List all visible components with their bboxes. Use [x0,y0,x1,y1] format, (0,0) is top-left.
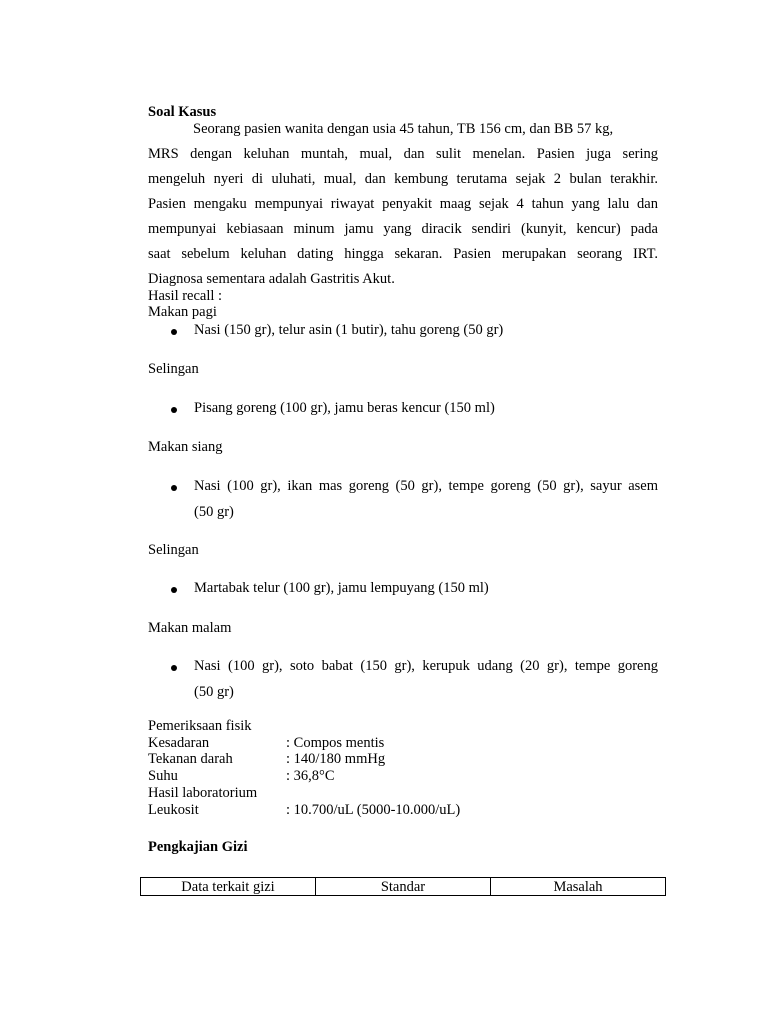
meal-item-pagi: Nasi (150 gr), telur asin (1 butir), tahu goreng (50 gr) [194,322,504,338]
bullet-icon [171,665,177,671]
column-header-masalah: Masalah [491,878,666,896]
column-header-standar: Standar [316,878,491,896]
column-header-data-gizi: Data terkait gizi [141,878,316,896]
meal-item-siang-cont: (50 gr) [194,504,234,520]
meal-label-selingan-2: Selingan [148,542,199,558]
meal-label-siang: Makan siang [148,439,223,455]
kesadaran-label: Kesadaran [148,735,210,751]
case-paragraph-line: mengeluh nyeri di uluhati, mual, dan kembung terutama sejak 2 bulan terakhir. [148,171,658,187]
meal-label-malam: Makan malam [148,620,232,636]
meal-label-selingan-1: Selingan [148,361,199,377]
case-paragraph-line: saat sebelum keluhan dating hingga sekaran. Pasien merupakan seorang IRT. [148,246,658,262]
case-paragraph-line: MRS dengan keluhan muntah, mual, dan sulit menelan. Pasien juga sering [148,146,658,162]
lab-title: Hasil laboratorium [148,785,258,801]
tekanan-darah-value: : 140/180 mmHg [286,751,386,767]
suhu-value: : 36,8°C [286,768,335,784]
table-header-row [141,878,666,896]
leukosit-value: : 10.700/uL (5000-10.000/uL) [286,802,461,818]
case-paragraph-line: mempunyai kebiasaan minum jamu yang diracik sendiri (kunyit, kencur) pada [148,221,658,237]
meal-item-selingan-1: Pisang goreng (100 gr), jamu beras kencur (150 ml) [194,400,495,416]
meal-item-siang: Nasi (100 gr), ikan mas goreng (50 gr), tempe goreng (50 gr), sayur asem [194,478,658,494]
meal-item-selingan-2: Martabak telur (100 gr), jamu lempuyang (150 ml) [194,580,489,596]
case-heading: Soal Kasus [148,104,217,120]
leukosit-label: Leukosit [148,802,199,818]
bullet-icon [171,407,177,413]
meal-item-malam: Nasi (100 gr), soto babat (150 gr), kerupuk udang (20 gr), tempe goreng [194,658,658,674]
suhu-label: Suhu [148,768,178,784]
bullet-icon [171,329,177,335]
case-paragraph-line: Pasien mengaku mempunyai riwayat penyakit maag sejak 4 tahun yang lalu dan [148,196,658,212]
physical-exam-title: Pemeriksaan fisik [148,718,252,734]
assessment-title: Pengkajian Gizi [148,839,248,855]
kesadaran-value: : Compos mentis [286,735,385,751]
bullet-icon [171,485,177,491]
meal-label-pagi: Makan pagi [148,304,217,320]
recall-label: Hasil recall : [148,288,223,304]
assessment-table [140,877,666,896]
case-paragraph-line: Seorang pasien wanita dengan usia 45 tahun, TB 156 cm, dan BB 57 kg, [193,121,614,137]
meal-item-malam-cont: (50 gr) [194,684,234,700]
bullet-icon [171,587,177,593]
tekanan-darah-label: Tekanan darah [148,751,233,767]
diagnosis-text: Diagnosa sementara adalah Gastritis Akut. [148,271,395,287]
